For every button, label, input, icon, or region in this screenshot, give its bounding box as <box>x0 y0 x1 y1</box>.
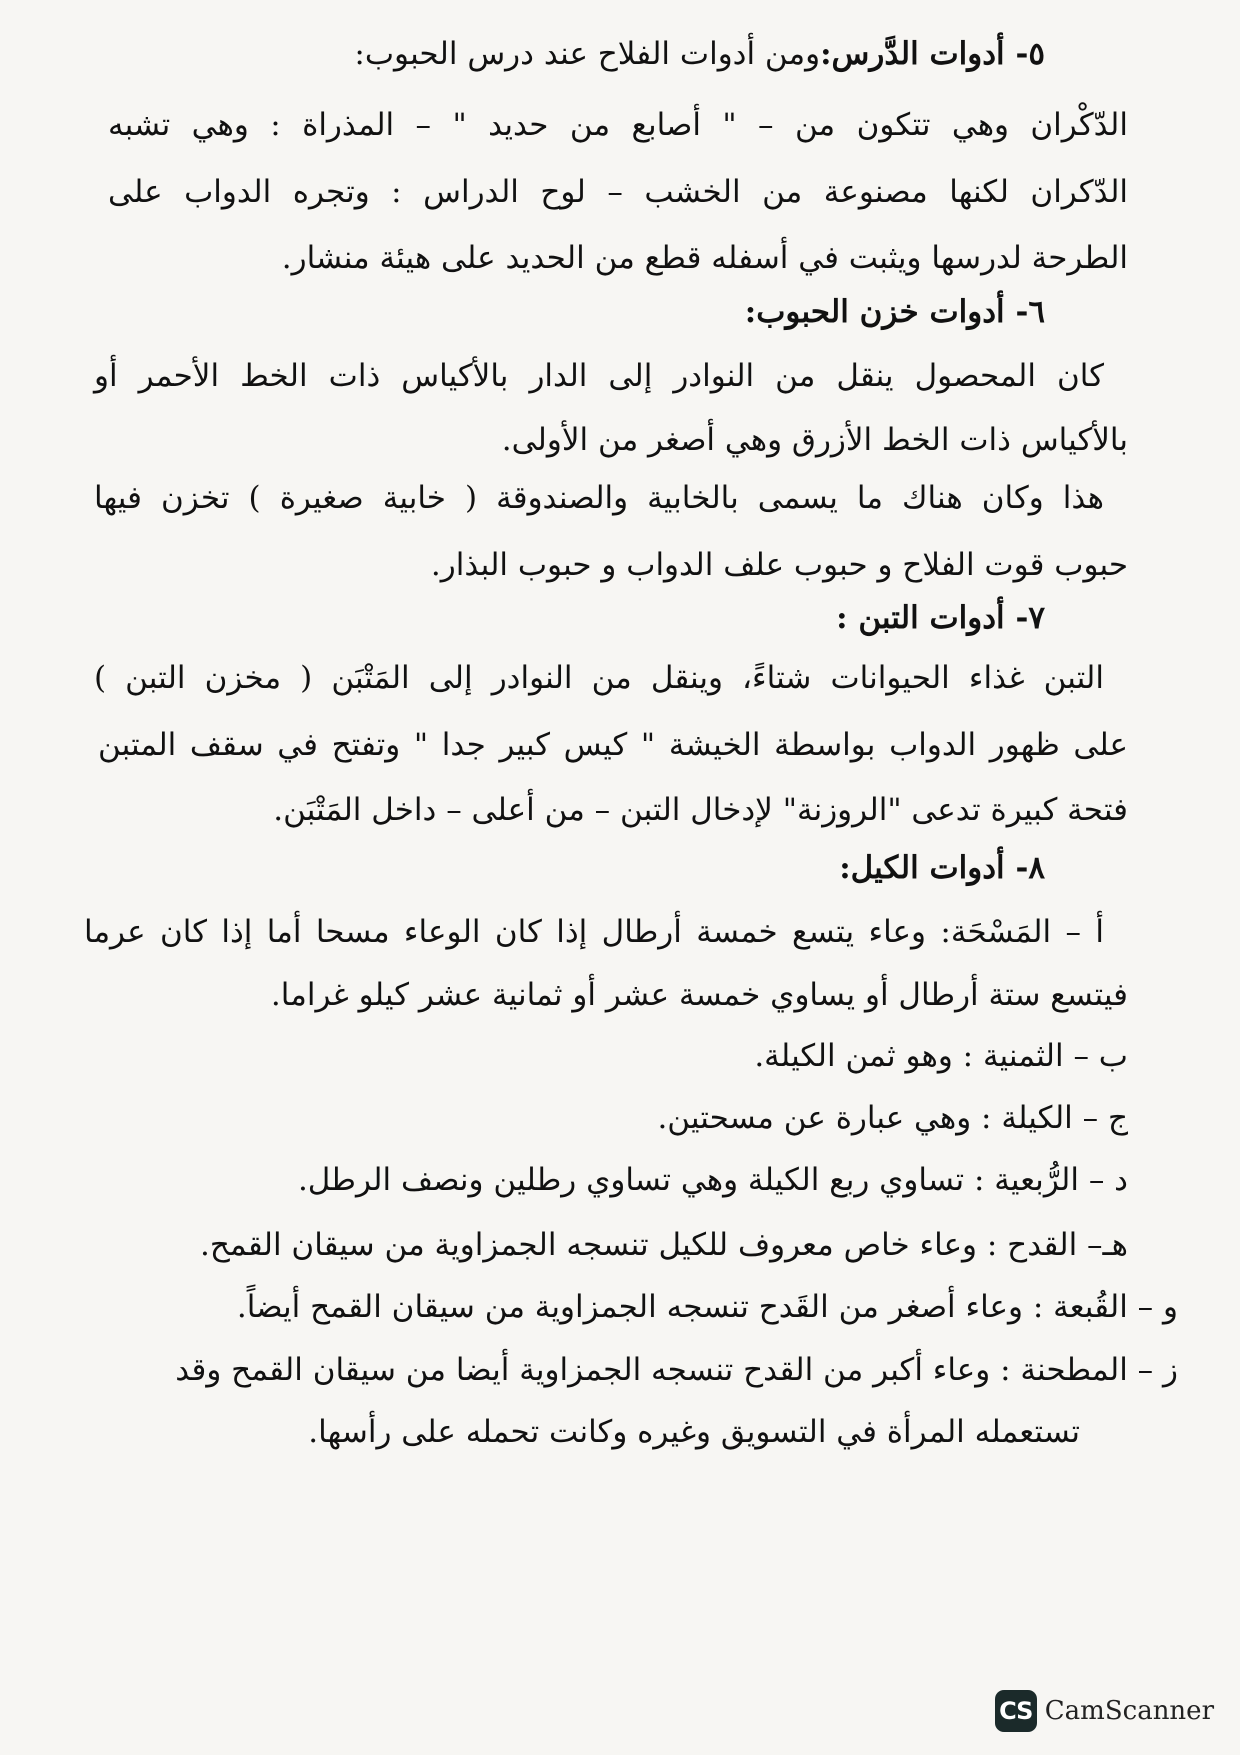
list-item: تستعمله المرأة في التسويق وغيره وكانت تحمله على رأسها. <box>308 1414 1080 1450</box>
section-heading-8 <box>839 848 1045 888</box>
list-item: ج – الكيلة : وهي عبارة عن مسحتين. <box>657 1100 1128 1136</box>
section-number: ٥- <box>1015 36 1045 72</box>
list-item: ب – الثمنية : وهو ثمن الكيلة. <box>754 1038 1128 1074</box>
section-number: ٦- <box>1015 294 1045 330</box>
section-subtitle: ومن أدوات الفلاح عند درس الحبوب: <box>354 36 821 72</box>
text-line: الدّكْران وهي تتكون من – " أصابع من حديد " – المذراة : وهي تشبه <box>108 107 1128 143</box>
list-item: هـ– القدح : وعاء خاص معروف للكيل تنسجه الجمزاوية من سيقان القمح. <box>200 1227 1128 1263</box>
section-number: ٧- <box>1015 600 1045 636</box>
list-item: أ – المَسْحَة: وعاء يتسع خمسة أرطال إذا كان الوعاء مسحا أما إذا كان عرما <box>84 914 1104 950</box>
text-line: التبن غذاء الحيوانات شتاءً، وينقل من النوادر إلى المَتْبَن ( مخزن التبن ) <box>94 660 1104 696</box>
text-line: الطرحة لدرسها ويثبت في أسفله قطع من الحديد على هيئة منشار. <box>281 240 1128 276</box>
section-title: أدوات الدَّرس: <box>820 36 1005 72</box>
list-item: و – القُبعة : وعاء أصغر من القَدح تنسجه الجمزاوية من سيقان القمح أيضاً. <box>236 1289 1178 1325</box>
camscanner-watermark <box>995 1690 1214 1732</box>
text-line: هذا وكان هناك ما يسمى بالخابية والصندوقة ( خابية صغيرة ) تخزن فيها <box>94 480 1104 516</box>
text-line: حبوب قوت الفلاح و حبوب علف الدواب و حبوب البذار. <box>430 547 1128 583</box>
list-item: فيتسع ستة أرطال أو يساوي خمسة عشر أو ثمانية عشر كيلو غراما. <box>270 977 1128 1013</box>
list-item: ز – المطحنة : وعاء أكبر من القدح تنسجه الجمزاوية أيضا من سيقان القمح وقد <box>175 1352 1178 1388</box>
section-heading-7 <box>836 598 1045 638</box>
list-item: د – الرُّبعية : تساوي ربع الكيلة وهي تساوي رطلين ونصف الرطل. <box>297 1162 1128 1198</box>
text-line: كان المحصول ينقل من النوادر إلى الدار بالأكياس ذات الخط الأحمر أو <box>94 358 1104 394</box>
text-line: الدّكران لكنها مصنوعة من الخشب – لوح الدراس : وتجره الدواب على <box>108 174 1128 210</box>
text-line: بالأكياس ذات الخط الأزرق وهي أصغر من الأولى. <box>501 422 1128 458</box>
text-line: فتحة كبيرة تدعى "الروزنة" لإدخال التبن – من أعلى – داخل المَتْبَن. <box>273 792 1128 828</box>
text-line: على ظهور الدواب بواسطة الخيشة " كيس كبير جدا " وتفتح في سقف المتبن <box>98 727 1128 763</box>
camscanner-logo-icon: CS <box>995 1690 1037 1732</box>
section-heading-5 <box>354 34 1045 74</box>
section-number: ٨- <box>1015 850 1045 886</box>
section-title: أدوات التبن : <box>836 600 1005 636</box>
section-heading-6 <box>745 292 1045 332</box>
section-title: أدوات الكيل: <box>839 850 1005 886</box>
camscanner-label: CamScanner <box>1044 1696 1214 1726</box>
section-title: أدوات خزن الحبوب: <box>744 294 1005 330</box>
